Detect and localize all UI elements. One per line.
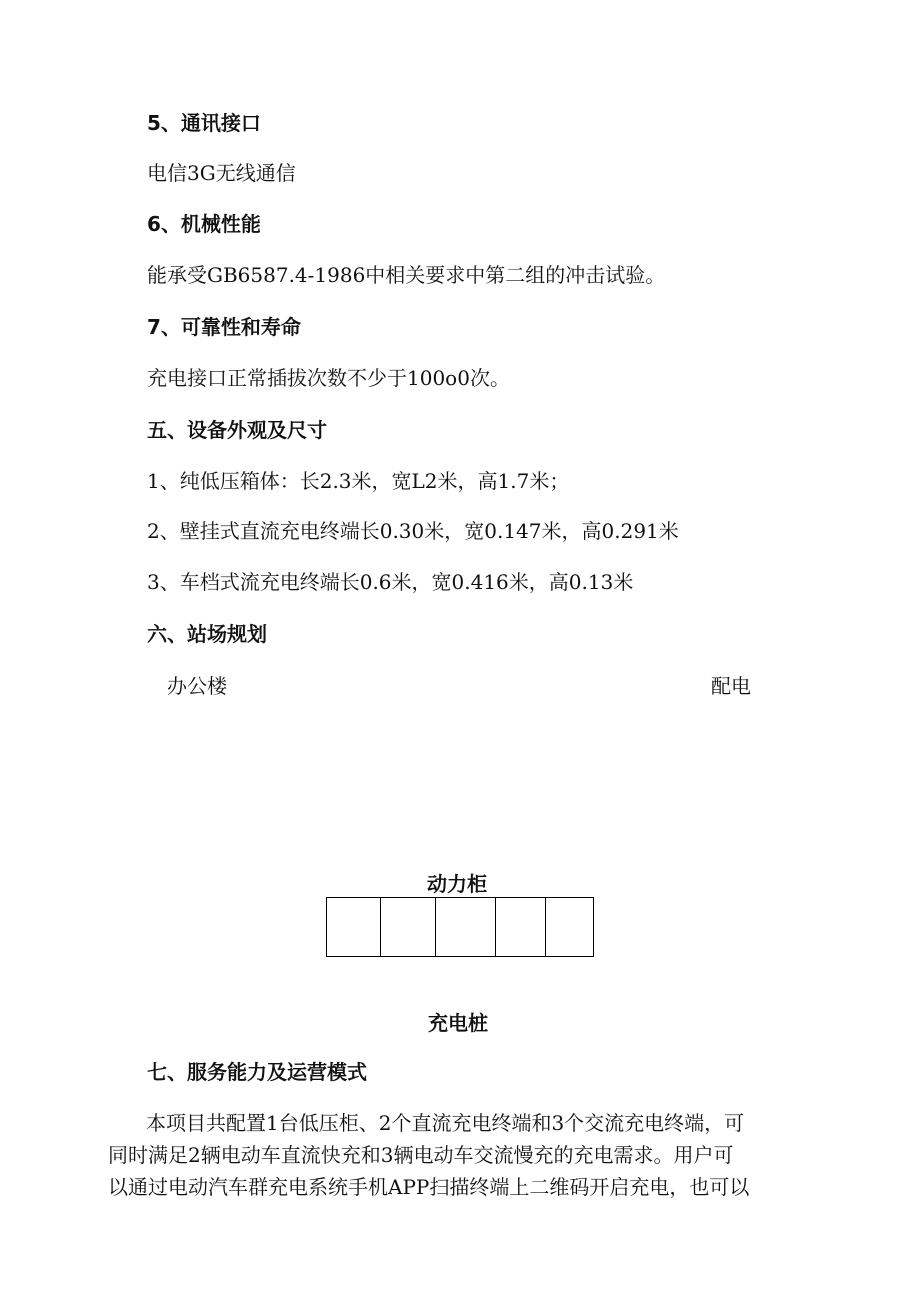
charging-pile-label: 充电桩 [428,1011,488,1035]
office-building-label: 办公楼 [167,674,227,698]
paragraph-line: 本项目共配置1台低压柜、2个直流充电终端和3个交流充电终端，可 [146,1111,745,1135]
cabinet-cell [381,898,436,956]
service-paragraph [108,1107,820,1203]
section-heading-service: 七、服务能力及运营模式 [147,1060,367,1084]
cabinet-cell [327,898,381,956]
communication-body: 电信3G无线通信 [147,161,296,185]
section-heading-site-plan: 六、站场规划 [147,622,267,646]
appearance-item: 3、车档式流充电终端长0.6米，宽0.416米，高0.13米 [147,570,634,594]
mechanical-body: 能承受GB6587.4-1986中相关要求中第二组的冲击试验。 [147,263,666,287]
power-cabinet-box [326,897,594,957]
reliability-body: 充电接口正常插拔次数不少于100o0次。 [147,366,510,390]
power-cabinet-label: 动力柜 [427,872,487,896]
paragraph-line: 以通过电动汽车群充电系统手机APP扫描终端上二维码开启充电，也可以 [108,1175,750,1199]
appearance-item: 2、壁挂式直流充电终端长0.30米，宽0.147米，高0.291米 [147,519,679,543]
cabinet-cell [546,898,593,956]
section-heading-communication: 5、通讯接口 [147,111,261,135]
cabinet-cell [436,898,496,956]
power-room-label: 配电 [711,674,751,698]
section-heading-mechanical: 6、机械性能 [147,212,261,236]
paragraph-line: 同时满足2辆电动车直流快充和3辆电动车交流慢充的充电需求。用户可 [108,1143,734,1167]
cabinet-cell [496,898,546,956]
section-heading-appearance: 五、设备外观及尺寸 [147,418,327,442]
section-heading-reliability: 7、可靠性和寿命 [147,315,301,339]
appearance-item: 1、纯低压箱体：长2.3米，宽L2米，高1.7米； [147,469,570,493]
